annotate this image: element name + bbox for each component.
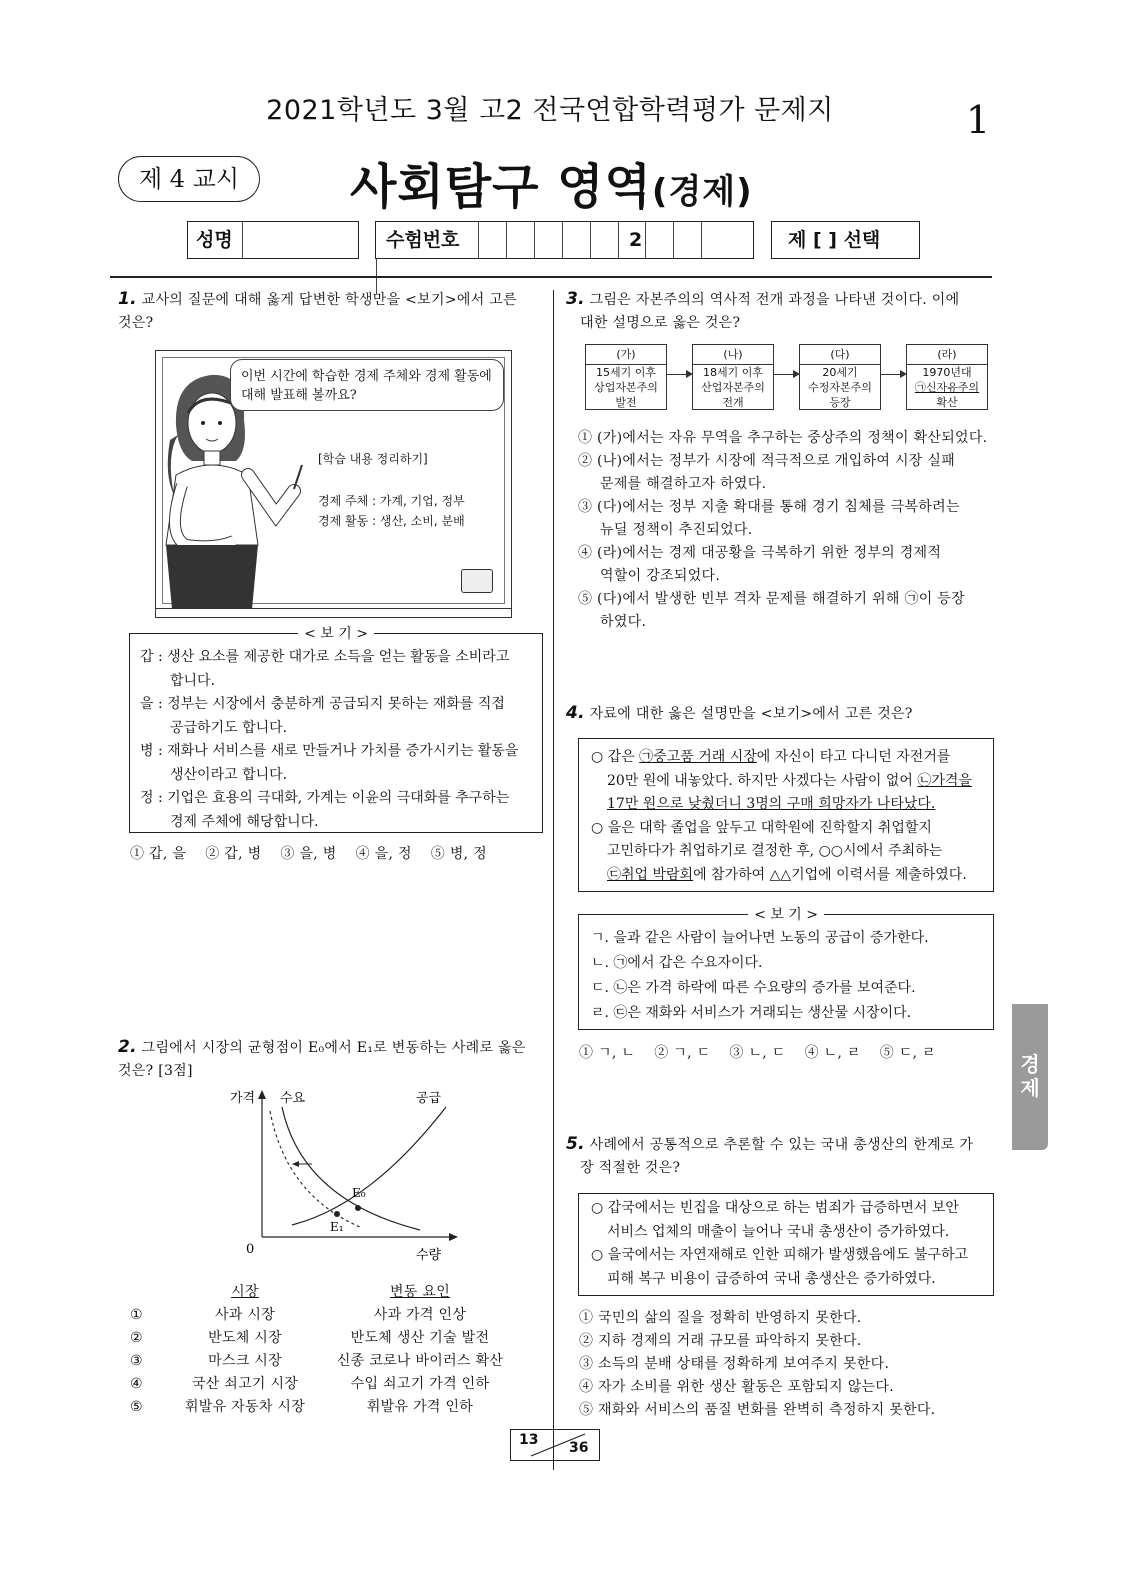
q5-options [579,1307,999,1422]
e0-label: E₀ [352,1186,366,1200]
equilibrium-e1-point [334,1211,340,1217]
option-row[interactable]: ④ 국산 쇠고기 시장 수입 쇠고기 가격 인하 [130,1376,490,1392]
option-item[interactable]: ⑤ (다)에서 발생한 빈부 격차 문제를 해결하기 위해 ㉠이 등장 [578,591,966,607]
q4-data-box [578,738,994,892]
q5-data-box [578,1193,994,1296]
page-number: 1 [966,98,991,142]
exam-number-cell[interactable] [645,222,673,258]
data-line: ㉢취업 박람회에 참가하여 △△기업에 이력서를 제출하였다. [607,866,967,883]
column-header-market: 시장 [231,1284,259,1300]
flow-box: (가) 15세기 이후 상업자본주의 발전 [585,344,667,410]
x-axis-label: 수량 [416,1248,442,1263]
option-item-cont: 하였다. [600,614,647,630]
flow-box: (다) 20세기 수정자본주의 등장 [799,344,881,410]
underlined-term: 17만 원으로 낮췄더니 3명의 구매 희망자가 나타났다. [607,796,936,812]
total-pages: 36 [569,1440,589,1456]
q4-options[interactable]: ① ㄱ, ㄴ ② ㄱ, ㄷ ③ ㄴ, ㄷ ④ ㄴ, ㄹ ⑤ ㄷ, ㄹ [579,1045,936,1061]
side-tab-char: 제 [1020,1076,1040,1100]
bogi-item: 갑 : 생산 요소를 제공한 대가로 소득을 얻는 활동을 소비라고 [140,649,510,665]
bogi-item-cont: 생산이라고 합니다. [170,766,288,783]
column-header-factor: 변동 요인 [389,1284,451,1300]
bogi-item-cont: 합니다. [170,672,216,689]
exam-title: 2021학년도 3월 고2 전국연합학력평가 문제지 [266,95,834,126]
question-number: 1. [118,289,137,309]
question-stem: 것은? [118,315,154,331]
name-box [187,221,359,259]
data-line: 서비스 업체의 매출이 늘어나 국내 총생산이 증가하였다. [607,1223,950,1240]
option-item[interactable]: ② 지하 경제의 거래 규모를 파악하지 못한다. [579,1333,862,1349]
question-number: 4. [566,703,585,723]
exam-number-cell[interactable] [562,222,590,258]
question-stem: 그림은 자본주의의 역사적 전개 과정을 나타낸 것이다. 이에 [589,292,960,308]
choice-label: 제 [ ] 선택 [788,229,881,251]
bogi-title: < 보 기 > [130,623,542,643]
data-line: 피해 복구 비용이 급증하여 국내 총생산은 증가하였다. [607,1270,936,1287]
question-1 [118,288,546,335]
option-row[interactable]: ⑤ 휘발유 자동차 시장 휘발유 가격 인하 [130,1399,474,1415]
option-item-cont: 역할이 강조되었다. [600,568,721,584]
option-row[interactable]: ① 사과 시장 사과 가격 인상 [130,1307,467,1323]
exam-number-box [375,221,754,259]
demand-label: 수요 [280,1091,306,1106]
origin-label: 0 [246,1242,255,1257]
exam-number-cell[interactable] [673,222,701,258]
bogi-item: ㄷ. ㉡은 가격 하락에 따른 수요량의 증가를 보여준다. [591,980,916,996]
exam-number-cell[interactable] [590,222,618,258]
question-4 [566,702,994,726]
supply-demand-graph [220,1085,460,1265]
speech-text: 이번 시간에 학습한 경제 주체와 경제 활동에 [241,369,492,384]
classroom-illustration [155,350,512,609]
supply-label: 공급 [416,1091,442,1106]
board-title: [학습 내용 정리하기] [318,452,428,466]
name-field[interactable] [242,222,358,258]
board-tray [155,608,512,618]
q1-bogi-box [129,626,543,833]
bogi-item: ㄱ. 을과 같은 사람이 늘어나면 노동의 공급이 증가한다. [591,930,929,946]
name-label: 성명 [196,229,233,251]
header-divider [110,276,992,278]
exam-number-fixed-digit: 2 [618,222,645,258]
option-row[interactable]: ② 반도체 시장 반도체 생산 기술 발전 [130,1330,490,1346]
bogi-title: < 보 기 > [579,904,993,924]
y-axis-label: 가격 [230,1091,256,1106]
bogi-item: 병 : 재화나 서비스를 새로 만들거나 가치를 증가시키는 활동을 [140,743,519,759]
flow-box: (라) 1970년대 ㉠신자유주의 확산 [906,344,988,410]
question-stem: 장 적절한 것은? [580,1160,681,1176]
option-item-cont: 문제를 해결하고자 하였다. [600,476,767,492]
option-item[interactable]: ① 국민의 삶의 질을 정확히 반영하지 못한다. [579,1310,862,1326]
q1-options[interactable]: ① 갑, 을 ② 갑, 병 ③ 을, 병 ④ 을, 정 ⑤ 병, 정 [130,846,487,862]
side-tab-char: 경 [1020,1052,1040,1076]
page-counter [510,1429,600,1461]
choice-box [771,221,920,259]
board-notes [318,449,465,531]
question-stem: 자료에 대한 옳은 설명만을 <보기>에서 고른 것은? [589,706,913,722]
question-5 [566,1133,994,1180]
capitalism-flow [585,344,985,414]
equilibrium-e0-point [355,1205,361,1211]
option-item[interactable]: ④ 자가 소비를 위한 생산 활동은 포함되지 않는다. [579,1379,894,1395]
underlined-term: ㉢취업 박람회 [607,866,694,883]
q2-option-table [130,1281,540,1419]
subject-side-tab [1012,1004,1048,1150]
bogi-item-cont: 공급하기도 합니다. [170,719,288,736]
exam-number-label: 수험번호 [386,229,460,251]
subject-sub: (경제) [651,172,753,212]
data-line: ○ 을국에서는 자연재해로 인한 피해가 발생했음에도 불구하고 [591,1247,969,1263]
flow-box: (나) 18세기 이후 산업자본주의 전개 [692,344,774,410]
question-number: 5. [566,1134,585,1154]
option-item[interactable]: ③ (다)에서는 정부 지출 확대를 통해 경기 침체를 극복하려는 [578,499,960,515]
subject-main: 사회탐구 영역 [350,159,652,215]
subject-title [350,148,753,217]
data-line: ○ 을은 대학 졸업을 앞두고 대학원에 진학할지 취업할지 [591,819,932,836]
speech-text: 대해 발표해 볼까요? [241,388,357,403]
q3-options [578,427,998,634]
data-line: 고민하다가 취업하기로 결정한 후, ○○시에서 주최하는 [607,843,943,859]
e1-label: E₁ [330,1220,344,1234]
data-line: ○ 갑국에서는 빈집을 대상으로 하는 범죄가 급증하면서 보안 [591,1200,959,1216]
bogi-item: ㄹ. ㉢은 재화와 서비스가 거래되는 생산물 시장이다. [591,1005,912,1021]
data-line: 20만 원에 내놓았다. 하지만 사겠다는 사람이 없어 ㉡가격을 [607,772,972,789]
underlined-term: ㉠중고품 거래 시장 [639,749,757,765]
period-badge: 제 4 교시 [118,156,260,202]
question-3 [566,288,994,335]
column-divider [553,290,554,1470]
bogi-item-cont: 경제 주체에 해당합니다. [170,813,319,830]
bogi-item: 정 : 기업은 효용의 극대화, 가계는 이윤의 극대화를 추구하는 [140,790,510,806]
q4-bogi-box [578,907,994,1030]
speech-bubble [230,359,504,411]
question-stem: 대한 설명으로 옳은 것은? [580,315,741,331]
eraser-icon [461,569,493,593]
option-item[interactable]: ② (나)에서는 정부가 시장에 적극적으로 개입하여 시장 실패 [578,453,956,469]
exam-number-cell[interactable] [534,222,562,258]
option-item[interactable]: ③ 소득의 분배 상태를 정확하게 보여주지 못한다. [579,1356,890,1372]
option-item[interactable]: ④ (라)에서는 경제 대공황을 극복하기 위한 정부의 경제적 [578,545,942,561]
bogi-item: 을 : 정부는 시장에서 충분하게 공급되지 못하는 재화를 직접 [140,696,505,712]
question-stem: 교사의 질문에 대해 옳게 답변한 학생만을 <보기>에서 고른 [141,292,517,308]
underlined-term: ㉡가격을 [917,772,972,789]
bogi-item: ㄴ. ㉠에서 갑은 수요자이다. [591,955,763,971]
option-item-cont: 뉴딜 정책이 추진되었다. [600,522,753,538]
question-stem: 사례에서 공통적으로 추론할 수 있는 국내 총생산의 한계로 가 [589,1137,974,1153]
data-line [591,793,985,817]
question-number: 2. [118,1037,137,1057]
board-line: 경제 주체 : 가계, 기업, 정부 [318,494,465,508]
question-stem: 그림에서 시장의 균형점이 E₀에서 E₁로 변동하는 사례로 옳은 [141,1040,526,1056]
current-page: 13 [519,1432,539,1448]
exam-number-cell[interactable] [506,222,534,258]
data-line: ○ 갑은 ㉠중고품 거래 시장에 자신이 타고 다니던 자전거를 [591,749,951,765]
board-line: 경제 활동 : 생산, 소비, 분배 [318,514,465,528]
question-number: 3. [566,289,585,309]
question-stem: 것은? [3점] [118,1063,193,1079]
option-item[interactable]: ⑤ 재화와 서비스의 품질 변화를 완벽히 측정하지 못한다. [579,1402,936,1418]
option-row[interactable]: ③ 마스크 시장 신종 코로나 바이러스 확산 [130,1353,504,1369]
exam-number-cell[interactable] [701,222,729,258]
option-item[interactable]: ① (가)에서는 자유 무역을 추구하는 중상주의 정책이 확산되었다. [578,430,988,446]
question-2 [118,1036,546,1083]
exam-number-cell[interactable] [478,222,506,258]
